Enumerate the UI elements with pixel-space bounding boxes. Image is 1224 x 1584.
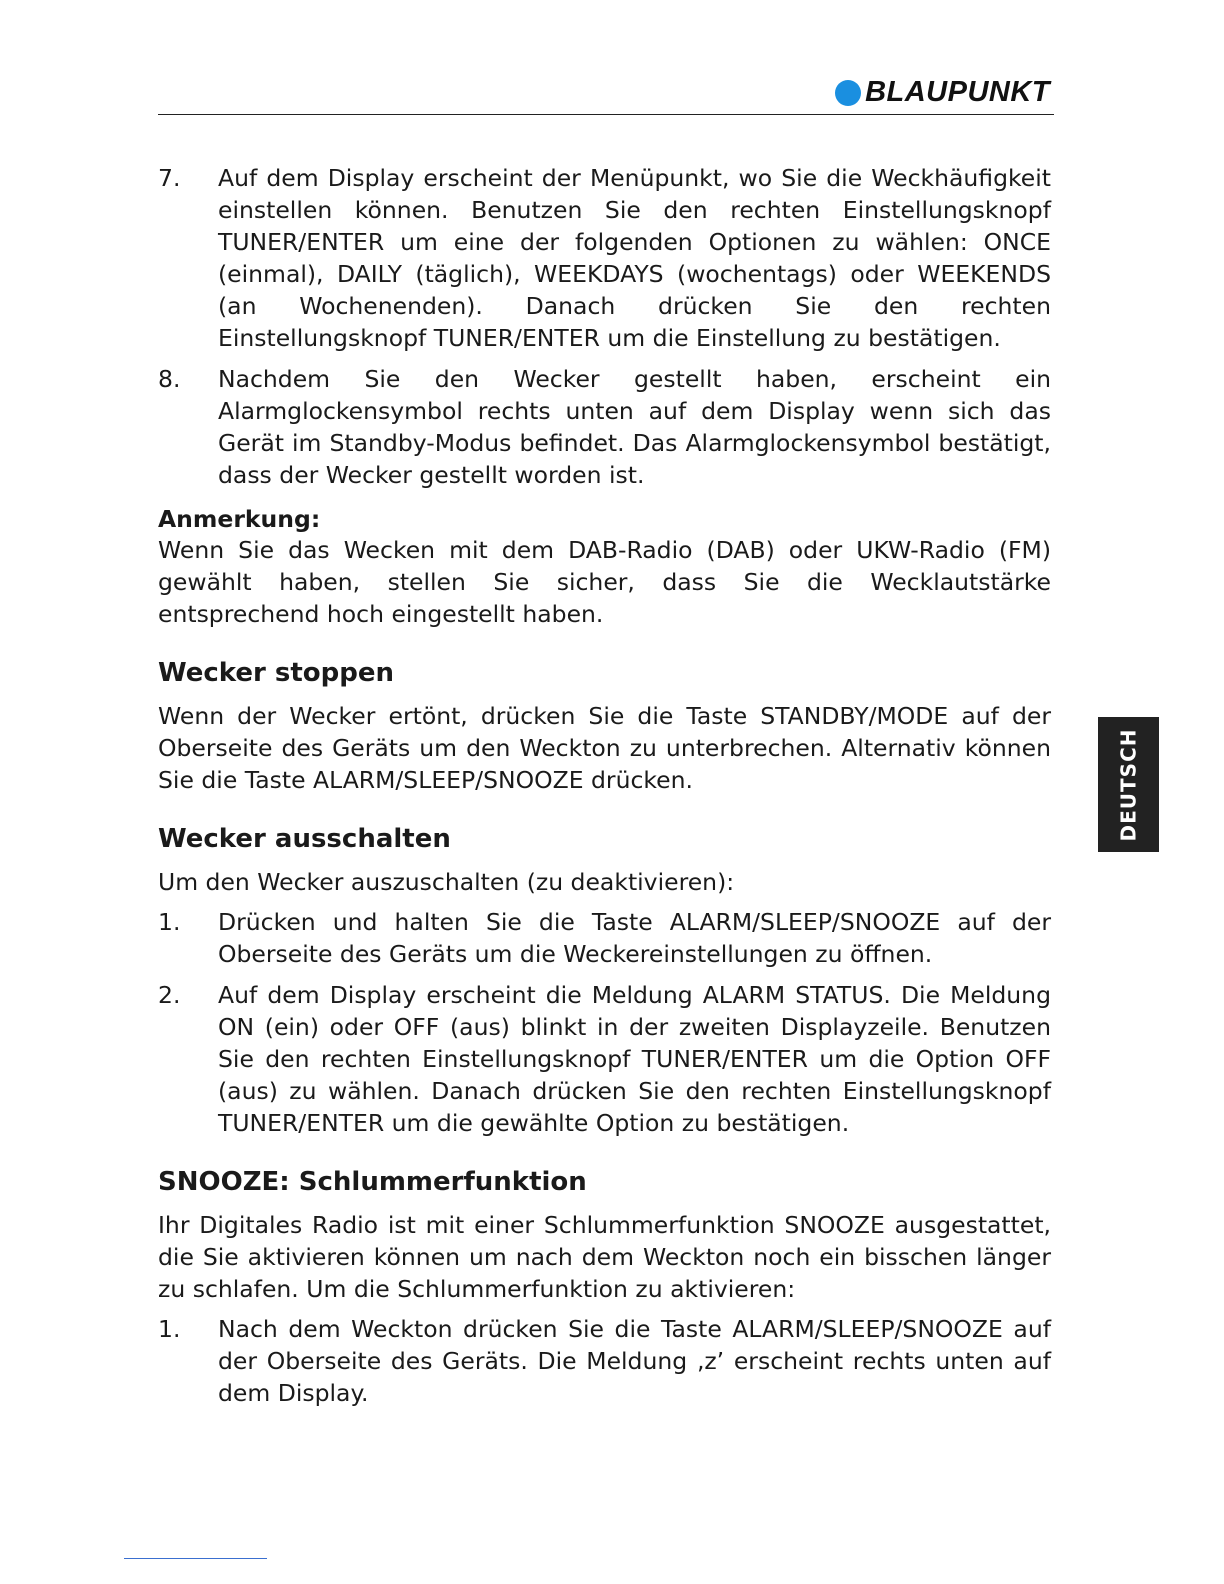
list-item-number: 8. xyxy=(158,365,181,393)
note-title: Anmerkung: xyxy=(158,505,321,533)
section-title-off: Wecker ausschalten xyxy=(158,824,451,854)
list-item-number: 1. xyxy=(158,1315,181,1343)
footer-divider xyxy=(124,1558,267,1559)
section-off-intro: Um den Wecker auszuschalten (zu deaktivieren): xyxy=(158,868,735,896)
list-item xyxy=(158,363,1051,491)
page-content xyxy=(158,162,1051,1418)
language-tab-label: DEUTSCH xyxy=(1116,728,1141,841)
section-snooze-intro: Ihr Digitales Radio ist mit einer Schlummerfunktion SNOOZE ausgestattet, die Sie aktivieren können um nach dem Weckton noch ein bisschen länger zu schlafen. Um die Schlummerfunktion zu aktivieren: xyxy=(158,1211,1051,1303)
list-item-text: Nachdem Sie den Wecker gestellt haben, erscheint ein Alarmglockensymbol rechts unten auf dem Display wenn sich das Gerät im Standby-Modus befindet. Das Alarmglockensymbol bestätigt, dass der Wecker gestellt worden ist. xyxy=(218,365,1051,489)
section-title-snooze: SNOOZE: Schlummerfunktion xyxy=(158,1167,587,1197)
list-item xyxy=(158,979,1051,1139)
brand-name: BLAUPUNKT xyxy=(865,76,1050,108)
logo-dot-icon xyxy=(835,80,861,106)
list-item-text: Drücken und halten Sie die Taste ALARM/SLEEP/SNOOZE auf der Oberseite des Geräts um die Weckereinstellungen zu öffnen. xyxy=(218,908,1051,968)
note-text: Wenn Sie das Wecken mit dem DAB-Radio (DAB) oder UKW-Radio (FM) gewählt haben, stellen Sie sicher, dass Sie die Wecklautstärke entsprechend hoch eingestellt haben. xyxy=(158,536,1051,628)
list-item-number: 1. xyxy=(158,908,181,936)
language-tab xyxy=(1098,717,1159,852)
section-title-stop: Wecker stoppen xyxy=(158,658,395,688)
brand-logo xyxy=(835,76,1050,109)
list-item-text: Auf dem Display erscheint die Meldung ALARM STATUS. Die Meldung ON (ein) oder OFF (aus) blinkt in der zweiten Displayzeile. Benutzen Sie den rechten Einstellungsknopf TUNER/ENTER um die Option OFF (aus) zu wählen. Danach drücken Sie den rechten Einstellungsknopf TUNER/ENTER um die gewählte Option zu bestätigen. xyxy=(218,981,1051,1137)
list-item-text: Auf dem Display erscheint der Menüpunkt, wo Sie die Weckhäufigkeit einstellen können. Benutzen Sie den rechten Einstellungsknopf TUNER/ENTER um eine der folgenden Optionen zu wählen: ONCE (einmal), DAILY (täglich), WEEKDAYS (wochentags) oder WEEKENDS (an Wochenenden). Danach drücken Sie den rechten Einstellungsknopf TUNER/ENTER um die Einstellung zu bestätigen. xyxy=(218,164,1051,352)
page-header xyxy=(158,70,1054,115)
section-stop-text: Wenn der Wecker ertönt, drücken Sie die Taste STANDBY/MODE auf der Oberseite des Geräts um den Weckton zu unterbrechen. Alternativ können Sie die Taste ALARM/SLEEP/SNOOZE drücken. xyxy=(158,702,1051,794)
list-item xyxy=(158,906,1051,970)
list-item-number: 7. xyxy=(158,164,181,192)
list-item-number: 2. xyxy=(158,981,181,1009)
list-item xyxy=(158,1313,1051,1409)
list-item xyxy=(158,162,1051,354)
list-item-text: Nach dem Weckton drücken Sie die Taste ALARM/SLEEP/SNOOZE auf der Oberseite des Geräts. Die Meldung ‚z’ erscheint rechts unten auf dem Display. xyxy=(218,1315,1051,1407)
